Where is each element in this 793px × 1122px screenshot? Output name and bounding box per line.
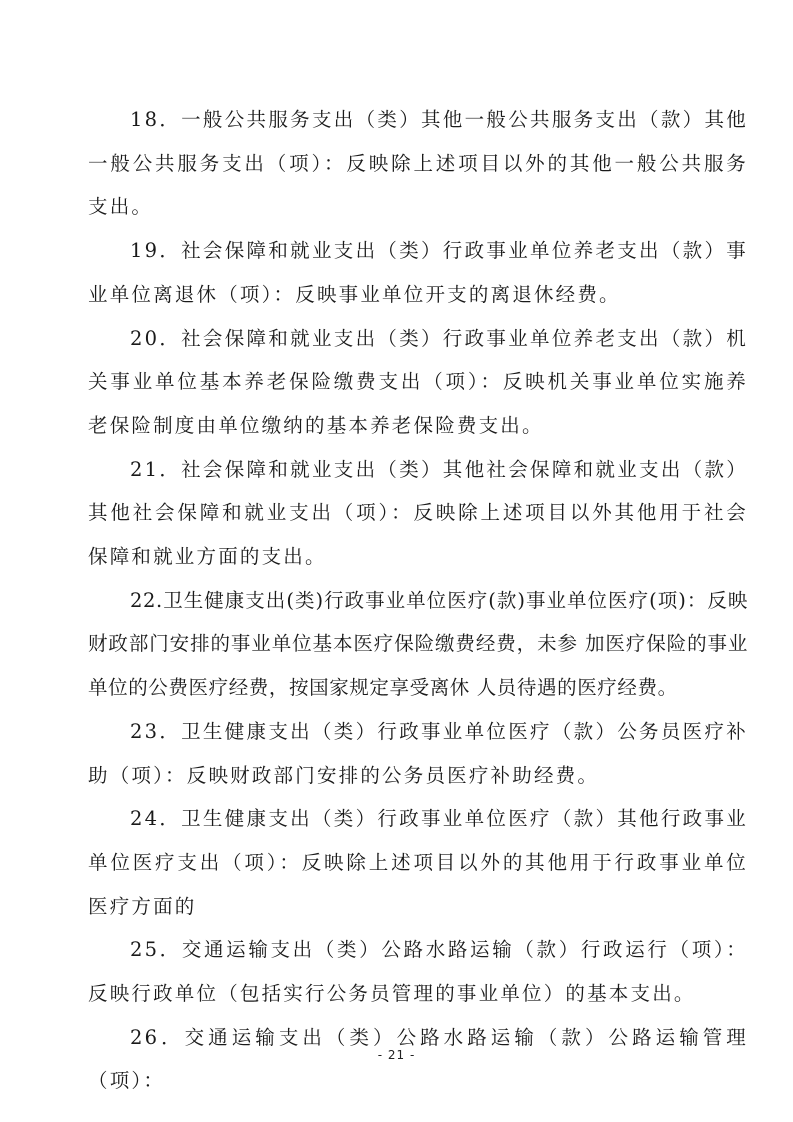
paragraph-20: 20．社会保障和就业支出（类）行政事业单位养老支出（款）机关事业单位基本养老保险缴费支出（项）：反映机关事业单位实施养老保险制度由单位缴纳的基本养老保险费支出。 <box>88 326 748 437</box>
paragraph-25: 25．交通运输支出（类）公路水路运输（款）行政运行（项）：反映行政单位（包括实行公务员管理的事业单位）的基本支出。 <box>88 938 748 1006</box>
paragraph-26: 26．交通运输支出（类）公路水路运输（款）公路运输管理（项）： <box>88 1025 748 1093</box>
document-body <box>88 98 748 1103</box>
paragraph-23: 23．卫生健康支出（类）行政事业单位医疗（款）公务员医疗补助（项）：反映财政部门安排的公务员医疗补助经费。 <box>88 719 748 787</box>
paragraph-21: 21．社会保障和就业支出（类）其他社会保障和就业支出（款）其他社会保障和就业支出（项）：反映除上述项目以外其他用于社会保障和就业方面的支出。 <box>88 457 748 569</box>
paragraph-24: 24．卫生健康支出（类）行政事业单位医疗（款）其他行政事业单位医疗支出（项）：反映除上述项目以外的其他用于行政事业单位医疗方面的 <box>88 807 748 918</box>
paragraph-18: 18．一般公共服务支出（类）其他一般公共服务支出（款）其他一般公共服务支出（项）：反映除上述项目以外的其他一般公共服务支出。 <box>88 108 748 219</box>
page-number: - 21 - <box>377 1048 416 1062</box>
paragraph-19: 19．社会保障和就业支出（类）行政事业单位养老支出（款）事业单位离退休（项）：反映事业单位开支的离退休经费。 <box>88 239 748 306</box>
paragraph-22: 22.卫生健康支出(类)行政事业单位医疗(款)事业单位医疗(项)：反映财政部门安排的事业单位基本医疗保险缴费经费，未参 加医疗保险的事业单位的公费医疗经费，按国家规定享受离休 人员待遇的医疗经费。 <box>88 588 748 700</box>
